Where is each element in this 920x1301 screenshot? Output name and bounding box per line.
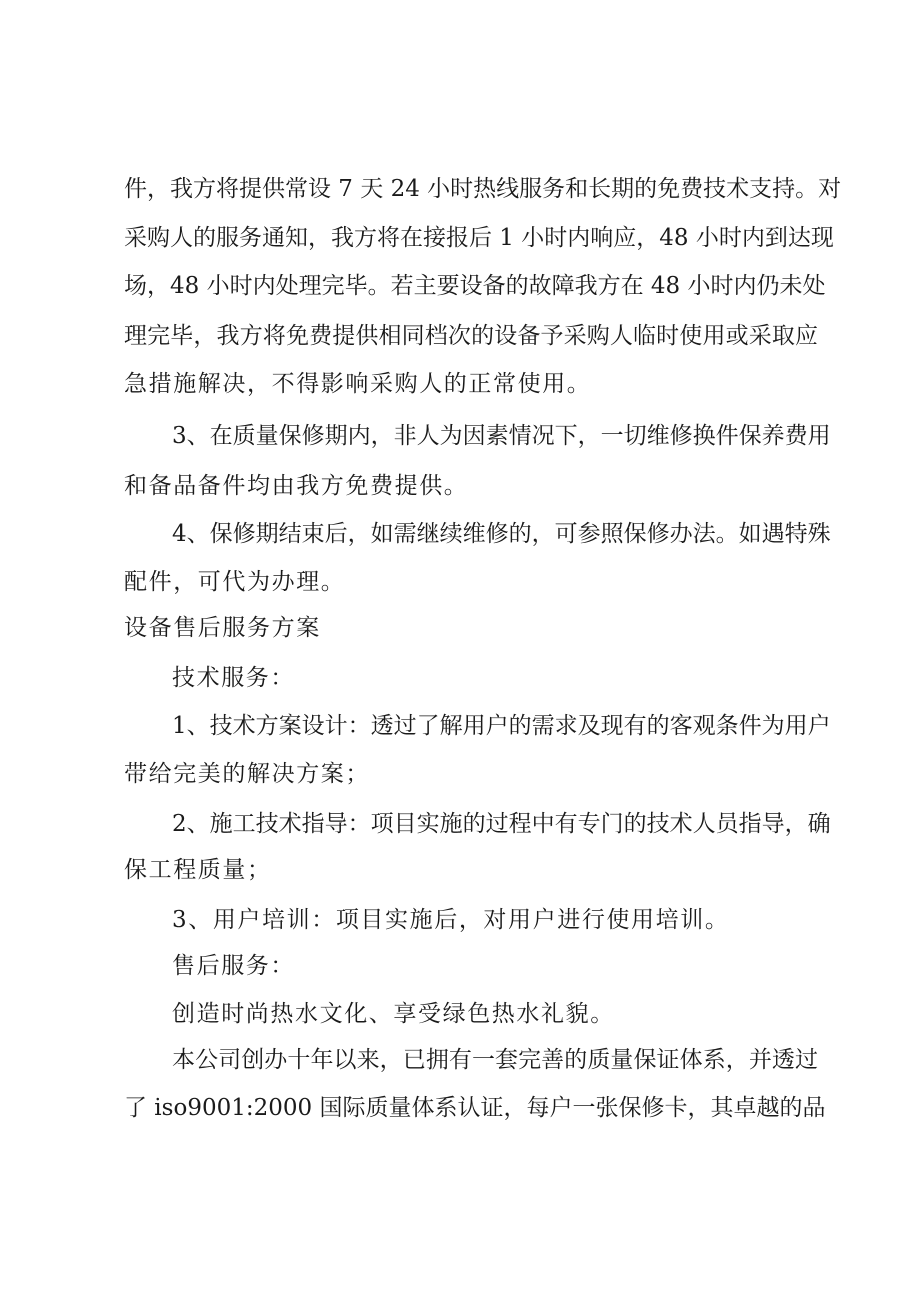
slogan-line: 创造时尚热水文化、享受绿色热水礼貌。 bbox=[172, 1001, 615, 1027]
paragraph-line-4: 理完毕，我方将免费提供相同档次的设备予采购人临时使用或采取应 bbox=[124, 323, 818, 349]
paragraph-line-5: 急措施解决，不得影响采购人的正常使用。 bbox=[124, 371, 592, 397]
subheading-tech-service: 技术服务： bbox=[172, 665, 295, 691]
tech-item-1-line-2: 带给完美的解决方案； bbox=[124, 761, 370, 787]
list-item-4-line-2: 配件，可代为办理。 bbox=[124, 569, 346, 595]
paragraph-line-3: 场，48 小时内处理完毕。若主要设备的故障我方在 48 小时内仍未处 bbox=[124, 273, 826, 299]
subheading-after-sales: 售后服务： bbox=[172, 953, 295, 979]
section-heading: 设备售后服务方案 bbox=[124, 615, 321, 641]
paragraph-line-1: 件，我方将提供常设 7 天 24 小时热线服务和长期的免费技术支持。对 bbox=[124, 176, 842, 202]
list-item-3-line-1: 3、在质量保修期内，非人为因素情况下，一切维修换件保养费用 bbox=[172, 423, 831, 449]
tech-item-3: 3、用户培训：项目实施后，对用户进行使用培训。 bbox=[172, 907, 730, 933]
paragraph-line-2: 采购人的服务通知，我方将在接报后 1 小时内响应，48 小时内到达现 bbox=[124, 225, 834, 251]
tech-item-2-line-2: 保工程质量； bbox=[124, 857, 272, 883]
company-paragraph-line-1: 本公司创办十年以来，已拥有一套完善的质量保证体系，并透过 bbox=[172, 1047, 818, 1073]
tech-item-2-line-1: 2、施工技术指导：项目实施的过程中有专门的技术人员指导，确 bbox=[172, 811, 831, 837]
list-item-4-line-1: 4、保修期结束后，如需继续维修的，可参照保修办法。如遇特殊 bbox=[172, 521, 831, 547]
list-item-3-line-2: 和备品备件均由我方免费提供。 bbox=[124, 473, 469, 499]
company-paragraph-line-2: 了 iso9001:2000 国际质量体系认证，每户一张保修卡，其卓越的品 bbox=[124, 1095, 826, 1121]
tech-item-1-line-1: 1、技术方案设计：透过了解用户的需求及现有的客观条件为用户 bbox=[172, 713, 831, 739]
